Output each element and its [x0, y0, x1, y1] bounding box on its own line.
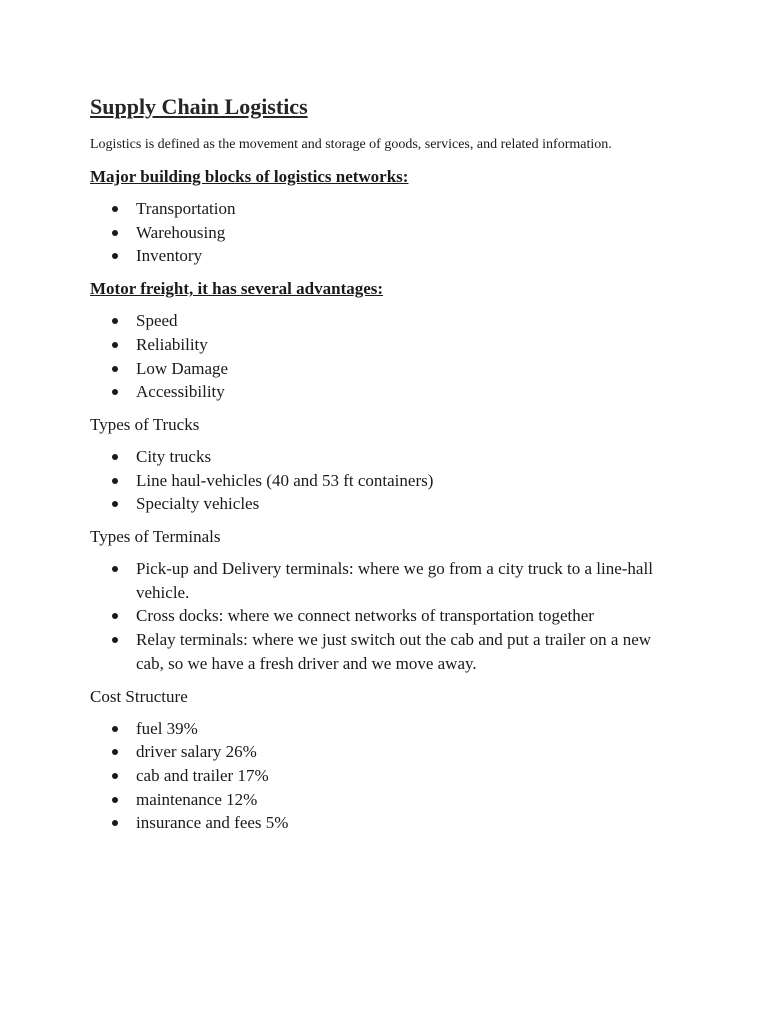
list-item — [90, 604, 678, 628]
list-item — [90, 244, 678, 268]
list-item — [90, 811, 678, 835]
list-item — [90, 309, 678, 333]
bullet-icon — [112, 454, 118, 460]
motor-freight-advantages-list — [90, 309, 678, 404]
section-heading-building-blocks: Major building blocks of logistics networks: — [90, 167, 409, 186]
list-item-text: City trucks — [136, 446, 212, 466]
list-item — [90, 469, 678, 493]
list-item — [90, 764, 678, 788]
document-title: Supply Chain Logistics — [90, 94, 308, 119]
list-item — [90, 492, 678, 516]
list-item — [90, 357, 678, 381]
bullet-icon — [112, 253, 118, 259]
list-item — [90, 628, 678, 675]
list-item-text: Relay terminals: where we just switch out the cab and put a trailer on a new cab, so we have a fresh driver and we move away. — [136, 630, 652, 673]
list-item — [90, 221, 678, 245]
list-item-text: Reliability — [136, 334, 208, 354]
types-of-terminals-list — [90, 557, 678, 676]
list-item-text: insurance and fees 5% — [136, 813, 289, 833]
section-heading-cost-structure: Cost Structure — [90, 686, 188, 706]
list-item-text: Pick-up and Delivery terminals: where we go from a city truck to a line-hall vehicle. — [136, 559, 653, 602]
bullet-icon — [112, 206, 118, 212]
bullet-icon — [112, 230, 118, 236]
bullet-icon — [112, 566, 118, 572]
list-item-text: Low Damage — [136, 358, 229, 378]
list-item — [90, 380, 678, 404]
bullet-icon — [112, 342, 118, 348]
intro-paragraph: Logistics is defined as the movement and storage of goods, services, and related information. — [90, 137, 612, 152]
bullet-icon — [112, 749, 118, 755]
list-item-text: Transportation — [136, 199, 236, 218]
list-item — [90, 445, 678, 469]
bullet-icon — [112, 366, 118, 372]
bullet-icon — [112, 726, 118, 732]
list-item-text: fuel 39% — [136, 718, 198, 738]
types-of-trucks-list — [90, 445, 678, 516]
list-item-text: Inventory — [136, 246, 203, 266]
list-item-text: driver salary 26% — [136, 742, 257, 762]
section-heading-types-of-terminals: Types of Terminals — [90, 527, 221, 547]
list-item-text: maintenance 12% — [136, 789, 258, 809]
cost-structure-list — [90, 717, 678, 836]
bullet-icon — [112, 478, 118, 484]
bullet-icon — [112, 773, 118, 779]
list-item-text: Accessibility — [136, 382, 225, 402]
list-item — [90, 740, 678, 764]
building-blocks-list — [90, 197, 678, 268]
list-item — [90, 788, 678, 812]
bullet-icon — [112, 318, 118, 324]
bullet-icon — [112, 389, 118, 395]
list-item — [90, 717, 678, 741]
bullet-icon — [112, 820, 118, 826]
bullet-icon — [112, 501, 118, 507]
list-item-text: Warehousing — [136, 222, 226, 242]
list-item — [90, 333, 678, 357]
list-item-text: cab and trailer 17% — [136, 765, 269, 785]
section-heading-types-of-trucks: Types of Trucks — [90, 414, 200, 434]
bullet-icon — [112, 613, 118, 619]
bullet-icon — [112, 797, 118, 803]
list-item — [90, 557, 678, 604]
list-item-text: Line haul-vehicles (40 and 53 ft containers) — [136, 470, 434, 490]
list-item — [90, 197, 678, 221]
list-item-text: Cross docks: where we connect networks of transportation together — [136, 606, 594, 626]
section-heading-motor-freight: Motor freight, it has several advantages: — [90, 279, 384, 299]
list-item-text: Specialty vehicles — [136, 494, 260, 514]
list-item-text: Speed — [136, 311, 178, 331]
bullet-icon — [112, 637, 118, 643]
